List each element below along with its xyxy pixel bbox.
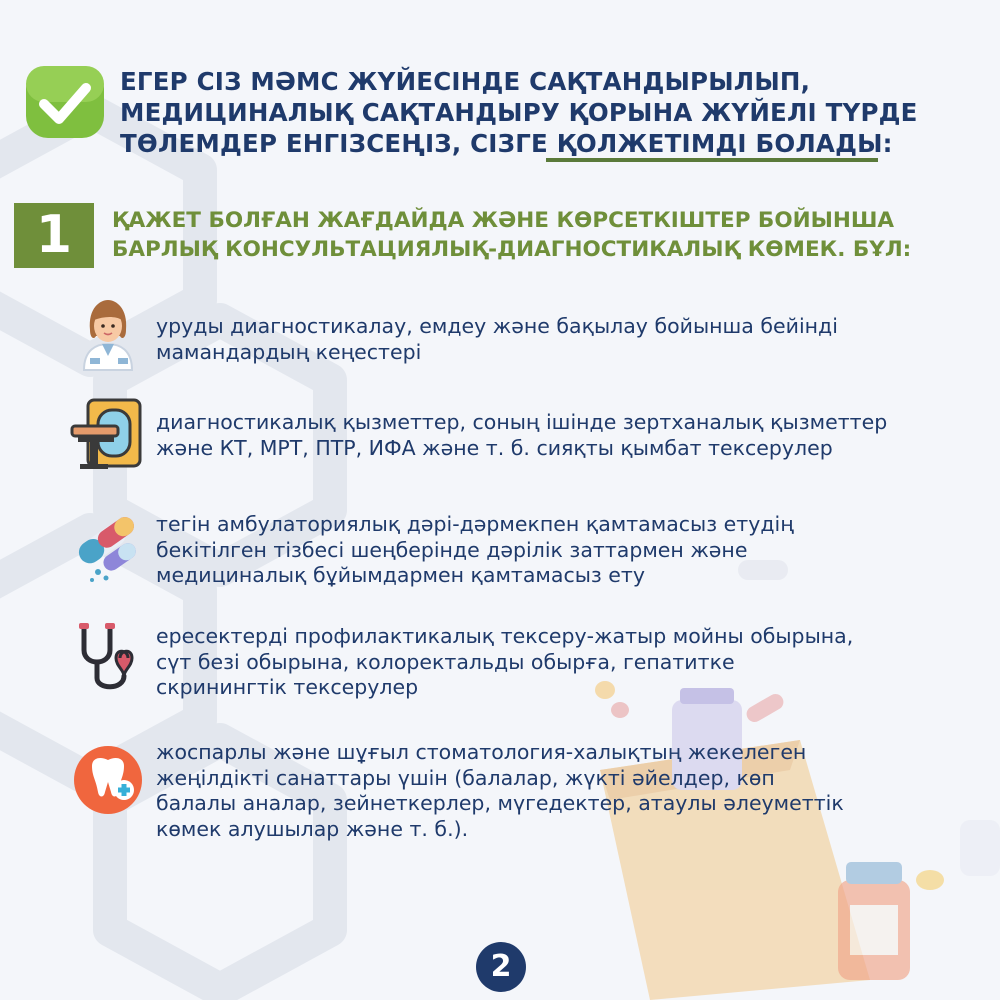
item-text-line: бекітілген тізбесі шеңберінде дәрілік заттармен және xyxy=(156,537,748,562)
item-text-line: сүт безі обырына, колоректальды обырға, гепатитке xyxy=(156,649,735,674)
section-title-line: БАРЛЫҚ КОНСУЛЬТАЦИЯЛЫҚ-ДИАГНОСТИКАЛЫҚ КӨМЕК. БҰЛ: xyxy=(112,237,912,262)
header-title-line: ЕГЕР СІЗ МӘМС ЖҮЙЕСІНДЕ САҚТАНДЫРЫЛЫП, xyxy=(120,67,811,96)
header-title-line: МЕДИЦИНАЛЫҚ САҚТАНДЫРУ ҚОРЫНА ЖҮЙЕЛІ ТҮРДЕ xyxy=(120,98,918,127)
check-icon xyxy=(24,64,106,140)
section-title xyxy=(112,206,982,264)
item-text-line: балалы аналар, зейнеткерлер, мүгедектер, атаулы әлеуметтік xyxy=(156,791,844,815)
item-text-line: уруды диагностикалау, емдеу және бақылау бойынша бейінді xyxy=(156,314,838,338)
item-text-line: және КТ, МРТ, ПТР, ИФА және т. б. сияқты қымбат тексерулер xyxy=(156,435,833,460)
item-text-line: жоспарлы және шұғыл стоматология-халықтың жекелеген xyxy=(156,740,807,764)
mri-scanner-icon xyxy=(70,396,146,472)
item-text-line: диагностикалық қызметтер, соның ішінде зертханалық қызметтер xyxy=(156,410,888,434)
header-title-line: ТӨЛЕМДЕР ЕНГІЗСЕҢІЗ, СІЗГЕ ҚОЛЖЕТІМДІ БОЛАДЫ: xyxy=(120,129,893,158)
item-text-line: ересектерді профилактикалық тексеру-жатыр мойны обырына, xyxy=(156,624,854,648)
item-text-line: көмек алушылар және т. б.). xyxy=(156,816,469,841)
title-underline xyxy=(546,158,878,162)
item-text xyxy=(156,740,986,842)
item-text-line: тегін амбулаториялық дәрі-дәрмекпен қамтамасыз етудің xyxy=(156,512,794,536)
tooth-icon xyxy=(70,740,146,816)
pills-icon xyxy=(70,508,146,584)
item-text xyxy=(156,624,986,701)
page-number: 2 xyxy=(476,942,526,992)
item-text-line: медициналық бұйымдармен қамтамасыз ету xyxy=(156,563,645,587)
bottle-decoration xyxy=(838,862,944,980)
item-text xyxy=(156,512,986,589)
item-text xyxy=(156,314,986,365)
section-title-line: ҚАЖЕТ БОЛҒАН ЖАҒДАЙДА ЖӘНЕ КӨРСЕТКІШТЕР БОЙЫНША xyxy=(112,208,895,233)
item-text xyxy=(156,410,986,461)
doctor-icon xyxy=(70,296,146,372)
item-text-line: жеңілдікті санаттары үшін (балалар, жүкті әйелдер, көп xyxy=(156,765,775,790)
item-text-line: скринингтік тексерулер xyxy=(156,675,419,699)
section-number: 1 xyxy=(14,203,94,268)
item-text-line: мамандардың кеңестері xyxy=(156,339,422,364)
stethoscope-icon xyxy=(70,620,146,696)
medicine-bag-decoration xyxy=(600,688,870,1000)
header-title xyxy=(120,66,980,159)
